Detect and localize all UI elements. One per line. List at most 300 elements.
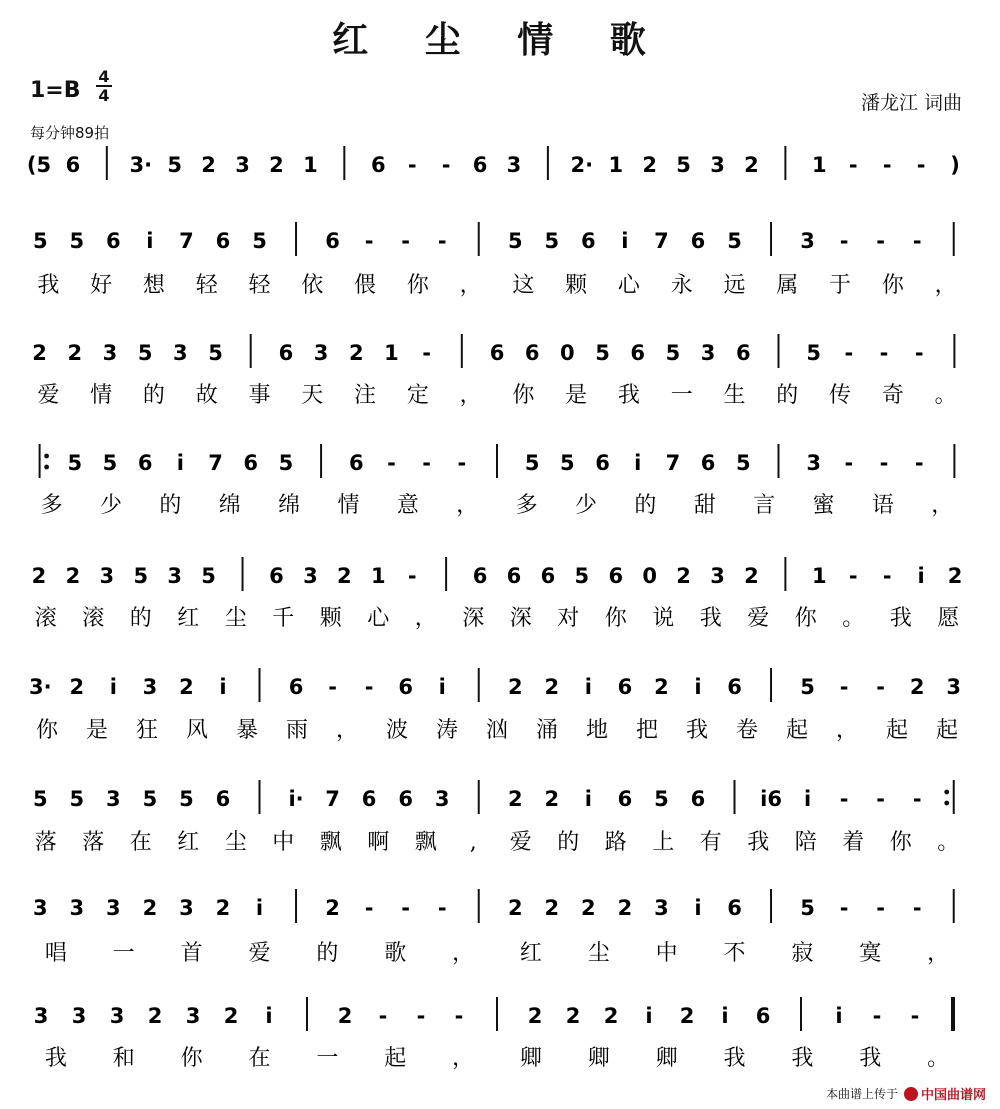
jianpu-note: - xyxy=(839,229,849,253)
jianpu-note: i xyxy=(584,675,592,699)
jianpu-note: 1 xyxy=(812,564,827,588)
lyric-char: 这 xyxy=(512,273,535,298)
jianpu-note: i xyxy=(645,1004,653,1028)
jianpu-note: - xyxy=(401,229,411,253)
jianpu-note: 3 xyxy=(506,153,522,177)
jianpu-note: 3 xyxy=(434,787,450,811)
lyric-char: 情 xyxy=(90,383,113,408)
jianpu-note: 2 xyxy=(527,1004,543,1028)
jianpu-note: i xyxy=(694,896,702,920)
jianpu-note: 3 xyxy=(167,564,182,588)
jianpu-note: - xyxy=(916,153,926,177)
lyric-char: 。 xyxy=(934,383,957,408)
lyric-char: ， xyxy=(931,493,954,518)
jianpu-note: 2 xyxy=(507,896,523,920)
lyric-char: 起 xyxy=(785,718,809,743)
lyric-char: 唱 xyxy=(44,941,67,966)
lyric-char: 愿 xyxy=(937,606,960,631)
jianpu-note: - xyxy=(387,451,396,475)
lyric-char: 事 xyxy=(248,383,271,408)
jianpu-note: i xyxy=(694,675,702,699)
jianpu-note: 5 xyxy=(167,153,182,177)
lyric-char: 绵 xyxy=(278,493,301,518)
lyric-char: 红 xyxy=(519,941,542,966)
jianpu-note: - xyxy=(912,229,922,253)
jianpu-note: 7 xyxy=(208,451,223,475)
lyric-char: ， xyxy=(414,606,437,631)
jianpu-note: 6 xyxy=(398,787,413,811)
lyric-char: 深 xyxy=(509,606,532,631)
jianpu-note: - xyxy=(364,675,374,699)
jianpu-note: i xyxy=(109,675,117,699)
jianpu-note: 2 xyxy=(147,1004,163,1028)
jianpu-note: 0 xyxy=(642,564,657,588)
lyric-char: 涌 xyxy=(535,718,559,743)
lyric-char: 的 xyxy=(159,493,182,518)
lyric-char: 偎 xyxy=(354,273,377,298)
footer-uploaded-text: 本曲谱上传于 xyxy=(825,1087,898,1101)
lyric-char: 我 xyxy=(791,1046,814,1071)
lyric-char: 落 xyxy=(34,830,57,855)
jianpu-note: 6 xyxy=(630,341,646,365)
lyric-char: 落 xyxy=(82,830,105,855)
jianpu-note: i xyxy=(146,229,154,253)
jianpu-note: 2 xyxy=(544,896,560,920)
jianpu-note: 2 xyxy=(32,341,47,365)
jianpu-note: - xyxy=(401,896,411,920)
lyric-char: 波 xyxy=(385,718,409,743)
jianpu-note: 0 xyxy=(560,341,575,365)
jianpu-note: 2 xyxy=(337,1004,353,1028)
jianpu-note: 6 xyxy=(617,787,633,811)
jianpu-note: 2· xyxy=(570,153,594,177)
repeat-dot xyxy=(944,790,949,795)
jianpu-note: 6 xyxy=(727,675,742,699)
jianpu-note: - xyxy=(437,896,447,920)
jianpu-note: i xyxy=(835,1004,843,1028)
jianpu-note: 6 xyxy=(288,675,304,699)
lyric-char: ， xyxy=(452,1046,475,1071)
jianpu-note: 3· xyxy=(28,675,52,699)
song-title: 红 尘 情 歌 xyxy=(332,19,668,61)
lyric-char: 你 xyxy=(180,1046,203,1071)
lyric-char: 心 xyxy=(367,606,390,631)
jianpu-note: 3 xyxy=(710,153,725,177)
jianpu-note: 5 xyxy=(69,229,85,253)
jianpu-note: - xyxy=(912,787,922,811)
jianpu-note: 5 xyxy=(32,787,48,811)
lyric-char: 红 xyxy=(177,606,200,631)
lyric-char: 寞 xyxy=(859,941,882,966)
lyric-char: 。 xyxy=(927,1046,950,1071)
lyric-char: 爱 xyxy=(248,941,271,966)
jianpu-note: 6 xyxy=(755,1004,771,1028)
lyric-char: ， xyxy=(459,383,482,408)
jianpu-note: 6 xyxy=(472,153,488,177)
lyric-char: 上 xyxy=(652,830,675,855)
lyric-char: 起 xyxy=(935,718,959,743)
jianpu-note: 6 xyxy=(581,229,596,253)
jianpu-note: 2 xyxy=(337,564,352,588)
lyric-char: 滚 xyxy=(82,606,105,631)
lyric-char: 雨 xyxy=(285,718,309,743)
jianpu-note: 2 xyxy=(947,564,963,588)
jianpu-note: 5 xyxy=(507,229,523,253)
jianpu-note: - xyxy=(879,451,889,475)
jianpu-note: - xyxy=(378,1004,388,1028)
lyric-char: 心 xyxy=(617,273,640,298)
jianpu-note: 2 xyxy=(544,675,560,699)
jianpu-note: - xyxy=(407,153,417,177)
jianpu-note: 5 xyxy=(137,341,153,365)
lyric-char: 的 xyxy=(557,830,580,855)
lyric-char: 首 xyxy=(180,941,203,966)
jianpu-note: 2 xyxy=(69,675,85,699)
jianpu-note: 2 xyxy=(744,153,759,177)
lyric-char: 深 xyxy=(462,606,485,631)
lyric-char: 你 xyxy=(881,273,904,298)
jianpu-note: 5 xyxy=(32,229,48,253)
jianpu-note: 6 xyxy=(595,451,610,475)
jianpu-note: 7 xyxy=(325,787,340,811)
lyric-char: 我 xyxy=(37,273,60,298)
jianpu-note: 2 xyxy=(507,787,523,811)
lyric-char: 中 xyxy=(272,830,295,855)
lyric-char: 暴 xyxy=(235,718,259,743)
jianpu-note: - xyxy=(882,153,892,177)
jianpu-note: 5 xyxy=(524,451,540,475)
lyric-char: 颗 xyxy=(565,273,588,298)
jianpu-note: - xyxy=(437,229,447,253)
jianpu-note: i xyxy=(265,1004,273,1028)
lyric-char: 定 xyxy=(406,383,429,408)
lyric-char: 我 xyxy=(723,1046,746,1071)
lyric-char: 尘 xyxy=(224,830,247,855)
jianpu-note: 6 xyxy=(489,341,505,365)
jianpu-note: 6 xyxy=(608,564,624,588)
jianpu-note: 7 xyxy=(654,229,669,253)
jianpu-note: i xyxy=(255,896,264,920)
jianpu-note: 3 xyxy=(106,896,121,920)
jianpu-note: 6 xyxy=(690,787,706,811)
jianpu-note: - xyxy=(912,896,922,920)
lyric-char: 着 xyxy=(842,830,865,855)
jianpu-note: ) xyxy=(950,153,960,177)
jianpu-note: 5 xyxy=(278,451,294,475)
lyric-char: ， xyxy=(835,718,859,743)
jianpu-note: 1 xyxy=(812,153,827,177)
lyric-char: 和 xyxy=(112,1046,135,1071)
lyric-char: 语 xyxy=(871,493,894,518)
jianpu-note: i xyxy=(438,675,446,699)
jianpu-note: 2 xyxy=(909,675,925,699)
lyric-char: 的 xyxy=(129,606,152,631)
jianpu-note: 3 xyxy=(710,564,725,588)
lyric-char: 起 xyxy=(885,718,909,743)
jianpu-note: 6 xyxy=(472,564,488,588)
jianpu-note: 6 xyxy=(361,787,377,811)
jianpu-note: - xyxy=(882,564,892,588)
jianpu-note: 2 xyxy=(201,153,216,177)
lyric-char: 注 xyxy=(354,383,377,408)
lyric-char: 天 xyxy=(301,383,324,408)
jianpu-note: 3· xyxy=(129,153,153,177)
lyric-char: 我 xyxy=(685,718,709,743)
jianpu-note: 2 xyxy=(223,1004,239,1028)
lyric-char: 少 xyxy=(100,493,123,518)
jianpu-note: - xyxy=(328,675,337,699)
jianpu-note: 2 xyxy=(603,1004,619,1028)
jianpu-note: 2 xyxy=(676,564,691,588)
jianpu-note: 1 xyxy=(384,341,399,365)
jianpu-note: - xyxy=(457,451,467,475)
lyric-char: 一 xyxy=(670,383,693,408)
lyric-char: 飘 xyxy=(319,830,342,855)
lyric-char: 故 xyxy=(195,383,218,408)
lyric-char: 滚 xyxy=(34,606,57,631)
jianpu-note: 5 xyxy=(735,451,751,475)
jianpu-note: i xyxy=(917,564,925,588)
lyric-char: 轻 xyxy=(195,273,218,298)
lyric-char: ， xyxy=(934,273,957,298)
footer-credit xyxy=(826,1084,986,1103)
jianpu-note: - xyxy=(422,451,431,475)
jianpu-note: 3 xyxy=(106,787,121,811)
jianpu-note: 1 xyxy=(608,153,624,177)
jianpu-note: 5 xyxy=(142,787,158,811)
site-logo-icon xyxy=(904,1087,918,1101)
jianpu-note: 5 xyxy=(67,451,83,475)
jianpu-note: - xyxy=(364,896,374,920)
jianpu-note: 6 xyxy=(506,564,522,588)
jianpu-note: 3 xyxy=(71,1004,87,1028)
lyric-char: 绵 xyxy=(218,493,241,518)
jianpu-note: 5 xyxy=(676,153,691,177)
jianpu-note: 3 xyxy=(33,1004,49,1028)
jianpu-note: - xyxy=(872,1004,882,1028)
jianpu-note: - xyxy=(454,1004,464,1028)
jianpu-note: 6 xyxy=(617,675,633,699)
jianpu-note: i xyxy=(721,1004,729,1028)
lyric-char: ， xyxy=(456,493,479,518)
jianpu-note: 5 xyxy=(800,675,815,699)
jianpu-note: 1 xyxy=(370,564,386,588)
jianpu-note: 2 xyxy=(642,153,657,177)
jianpu-note: 6 xyxy=(215,229,231,253)
jianpu-note: 6 xyxy=(727,896,742,920)
lyric-char: 蜜 xyxy=(812,493,835,518)
jianpu-note: - xyxy=(848,564,858,588)
jianpu-note: 7 xyxy=(665,451,681,475)
lyric-char: 永 xyxy=(670,273,693,298)
lyric-char: 在 xyxy=(129,830,152,855)
jianpu-note: 5 xyxy=(69,787,85,811)
lyric-char: 少 xyxy=(575,493,598,518)
jianpu-note: - xyxy=(876,675,886,699)
jianpu-note: - xyxy=(407,564,417,588)
lyric-char: 一 xyxy=(112,941,135,966)
jianpu-note: 2 xyxy=(65,564,81,588)
jianpu-note: 2 xyxy=(507,675,523,699)
jianpu-note: 5 xyxy=(544,229,560,253)
jianpu-note: 6 xyxy=(269,564,284,588)
jianpu-note: - xyxy=(910,1004,920,1028)
jianpu-note: 3 xyxy=(700,341,716,365)
jianpu-note: i xyxy=(621,229,629,253)
jianpu-note: 3 xyxy=(102,341,118,365)
lyric-char: 你 xyxy=(889,830,912,855)
jianpu-note: 2 xyxy=(348,341,364,365)
lyric-char: 千 xyxy=(272,606,295,631)
lyric-char: 一 xyxy=(316,1046,339,1071)
jianpu-note: 6 xyxy=(700,451,716,475)
lyric-char: 我 xyxy=(617,383,640,408)
jianpu-note: 3 xyxy=(179,896,194,920)
jianpu-note: 5 xyxy=(208,341,223,365)
lyric-char: 。 xyxy=(937,830,960,855)
jianpu-note: 6 xyxy=(325,229,340,253)
jianpu-note: 2 xyxy=(581,896,596,920)
jianpu-note: 5 xyxy=(595,341,610,365)
lyric-char: 啊 xyxy=(367,830,390,855)
jianpu-note: 2 xyxy=(325,896,340,920)
jianpu-note: 2 xyxy=(565,1004,581,1028)
lyric-char: 不 xyxy=(723,941,746,966)
jianpu-note: i xyxy=(634,451,642,475)
lyric-char: 轻 xyxy=(248,273,271,298)
jianpu-note: 6 xyxy=(348,451,364,475)
lyric-char: 远 xyxy=(723,273,746,298)
lyric-char: 歌 xyxy=(384,941,407,966)
jianpu-note: i xyxy=(584,787,592,811)
jianpu-note: i· xyxy=(288,787,304,811)
jianpu-note: 5 xyxy=(800,896,815,920)
lyric-char: 有 xyxy=(699,830,722,855)
jianpu-note: - xyxy=(876,229,886,253)
jianpu-note: 6 xyxy=(690,229,706,253)
lyric-char: 飘 xyxy=(414,830,437,855)
jianpu-note: 5 xyxy=(252,229,267,253)
jianpu-note: 6 xyxy=(524,341,540,365)
lyric-char: 卷 xyxy=(735,718,759,743)
jianpu-note: - xyxy=(416,1004,426,1028)
lyric-char: 尘 xyxy=(224,606,247,631)
jianpu-note: - xyxy=(839,787,849,811)
lyric-char: 的 xyxy=(776,383,799,408)
lyric-char: 情 xyxy=(337,493,360,518)
lyric-char: 说 xyxy=(652,606,675,631)
jianpu-note: 5 xyxy=(806,341,821,365)
lyric-char: 你 xyxy=(35,718,59,743)
lyric-char: 我 xyxy=(699,606,722,631)
repeat-dot xyxy=(44,465,49,470)
jianpu-note: 3 xyxy=(109,1004,125,1028)
lyric-char: 对 xyxy=(557,606,580,631)
lyric-char: 起 xyxy=(384,1046,407,1071)
lyric-char: 爱 xyxy=(37,383,60,408)
lyric-char: 涛 xyxy=(435,718,459,743)
jianpu-note: 6 xyxy=(137,451,153,475)
lyric-char: 狂 xyxy=(135,718,159,743)
site-logo-text: 中国曲谱网 xyxy=(920,1088,986,1103)
lyric-char: 卿 xyxy=(655,1046,678,1071)
jianpu-note: - xyxy=(876,787,886,811)
lyric-char: 我 xyxy=(44,1046,67,1071)
jianpu-note: 6 xyxy=(735,341,751,365)
site-logo xyxy=(904,1084,986,1103)
jianpu-note: - xyxy=(914,451,924,475)
time-signature-bottom: 4 xyxy=(98,86,110,105)
jianpu-note: i xyxy=(803,787,812,811)
jianpu-note: 6 xyxy=(215,787,231,811)
lyric-char: 你 xyxy=(512,383,535,408)
lyric-char: 你 xyxy=(406,273,429,298)
lyric-char: 依 xyxy=(301,273,324,298)
lyric-char: 颗 xyxy=(319,606,342,631)
jianpu-note: 2 xyxy=(617,896,633,920)
lyric-char: 我 xyxy=(859,1046,882,1071)
lyric-char: 你 xyxy=(794,606,817,631)
lyric-char: 多 xyxy=(40,493,63,518)
lyric-char: 我 xyxy=(747,830,770,855)
lyric-char: 。 xyxy=(842,606,865,631)
lyric-char: 言 xyxy=(753,493,776,518)
jianpu-note: 5 xyxy=(654,787,669,811)
jianpu-note: 6 xyxy=(106,229,121,253)
jianpu-note: - xyxy=(876,896,886,920)
lyric-char: 地 xyxy=(585,718,609,743)
jianpu-note: 3 xyxy=(173,341,188,365)
jianpu-note: 2 xyxy=(179,675,194,699)
jianpu-note: (5 xyxy=(26,153,52,177)
lyric-char: 汹 xyxy=(485,718,509,743)
jianpu-note: - xyxy=(848,153,858,177)
jianpu-note: i xyxy=(219,675,227,699)
jianpu-note: 3 xyxy=(946,675,962,699)
jianpu-note: 2 xyxy=(654,675,669,699)
jianpu-note: 5 xyxy=(133,564,149,588)
lyric-char: 的 xyxy=(634,493,657,518)
lyric-char: ， xyxy=(459,273,482,298)
jianpu-note: 6 xyxy=(278,341,294,365)
repeat-dot xyxy=(44,454,49,459)
lyric-char: 路 xyxy=(604,830,627,855)
jianpu-note: i xyxy=(176,451,184,475)
jianpu-note: 6 xyxy=(398,675,413,699)
jianpu-note: 2 xyxy=(142,896,158,920)
lyric-char: 我 xyxy=(889,606,912,631)
jianpu-note: 3 xyxy=(142,675,158,699)
jianpu-note: 2 xyxy=(67,341,83,365)
jianpu-note: 3 xyxy=(32,896,48,920)
lyric-char: 在 xyxy=(248,1046,271,1071)
jianpu-note: 5 xyxy=(102,451,118,475)
jianpu-note: - xyxy=(914,341,924,365)
jianpu-note: 2 xyxy=(544,787,560,811)
lyric-char: 中 xyxy=(655,941,678,966)
jianpu-note: 6 xyxy=(243,451,259,475)
jianpu-note: 2 xyxy=(215,896,231,920)
jianpu-note: 7 xyxy=(179,229,194,253)
lyric-char: 爱 xyxy=(747,606,770,631)
jianpu-note: 5 xyxy=(574,564,590,588)
repeat-dot xyxy=(944,801,949,806)
jianpu-note: 5 xyxy=(727,229,742,253)
lyric-char: 卿 xyxy=(519,1046,542,1071)
jianpu-note: 5 xyxy=(201,564,216,588)
lyric-char: 意 xyxy=(396,493,419,518)
jianpu-note: 2 xyxy=(744,564,759,588)
